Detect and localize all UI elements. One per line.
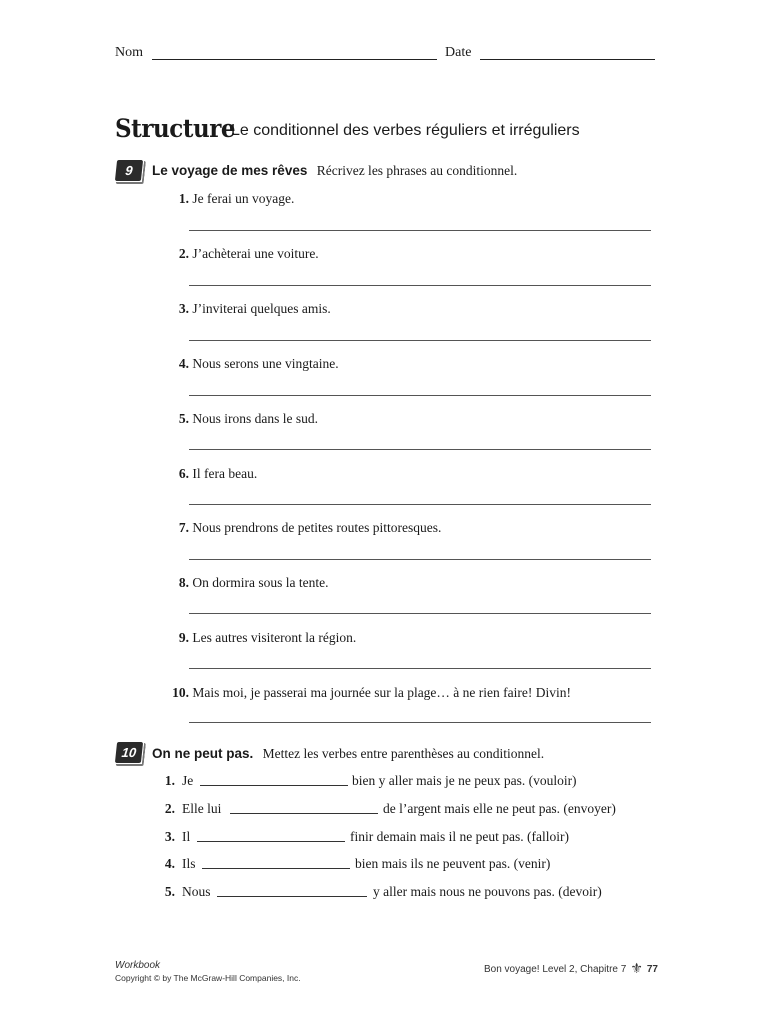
item-number: 5 . (152, 884, 175, 900)
blank-answer[interactable] (217, 884, 367, 897)
answer-line[interactable] (189, 340, 651, 341)
item-number: 4 . (152, 856, 175, 872)
item-sentence: Nous irons dans le sud. (192, 411, 318, 426)
item-sentence: J’inviterai quelques amis. (192, 301, 331, 316)
item-sentence: Il fera beau. (192, 466, 258, 481)
item-subject: Elle lui (182, 801, 222, 816)
blank-answer[interactable] (202, 856, 350, 869)
item-number: 10 . (152, 685, 189, 701)
exercise-title: On ne peut pas. (152, 746, 254, 761)
item-subject: Ils (182, 856, 196, 871)
blank-answer[interactable] (197, 829, 345, 842)
item-sentence: Les autres visiteront la région. (192, 630, 357, 645)
item-continuation: finir demain mais il ne peut pas. (falloir) (350, 829, 569, 844)
section-title (115, 114, 580, 143)
section-label: Structure (115, 114, 236, 143)
item-number: 3 . (152, 829, 175, 845)
blank-answer[interactable] (200, 773, 348, 786)
item-number: 5 . (152, 411, 189, 427)
exercise-title: Le voyage de mes rêves (152, 163, 308, 178)
exercise-instruction: Récrivez les phrases au conditionnel. (316, 163, 518, 178)
exercise-instruction: Mettez les verbes entre parenthèses au conditionnel. (262, 746, 545, 761)
exercise-item (152, 685, 652, 701)
item-sentence: Nous prendrons de petites routes pittoresques. (192, 520, 442, 535)
item-number: 2 . (152, 246, 189, 262)
answer-line[interactable] (189, 449, 651, 450)
answer-line[interactable] (189, 613, 651, 614)
item-subject: Je (182, 773, 194, 788)
exercise-number-badge: 9 (115, 160, 143, 181)
item-sentence: Nous serons une vingtaine. (192, 356, 339, 371)
item-continuation: bien mais ils ne peuvent pas. (venir) (355, 856, 551, 871)
exercise-item (152, 411, 652, 427)
item-continuation: y aller mais nous ne pouvons pas. (devoir) (373, 884, 602, 899)
answer-line[interactable] (189, 395, 651, 396)
copyright-notice: Copyright © by The McGraw-Hill Companies, Inc. (115, 973, 301, 983)
page-number: 77 (646, 964, 658, 975)
item-number: 9 . (152, 630, 189, 646)
answer-line[interactable] (189, 504, 651, 505)
answer-line[interactable] (189, 230, 651, 231)
item-continuation: de l’argent mais elle ne peut pas. (envoyer) (383, 801, 616, 816)
item-number: 4 . (152, 356, 189, 372)
exercise-item (152, 630, 652, 646)
fleur-de-lis-icon: ⚜ (630, 960, 643, 976)
item-number: 1 . (152, 191, 189, 207)
exercise-heading (152, 163, 517, 179)
item-continuation: bien y aller mais je ne peux pas. (vouloir) (352, 773, 577, 788)
exercise-item (152, 575, 652, 591)
blank-answer[interactable] (230, 801, 378, 814)
exercise-item (152, 520, 652, 536)
item-subject: Il (182, 829, 191, 844)
item-number: 3 . (152, 301, 189, 317)
exercise-heading (152, 746, 544, 762)
answer-line[interactable] (189, 668, 651, 669)
section-topic: Le conditionnel des verbes réguliers et irréguliers (231, 122, 580, 139)
item-subject: Nous (182, 884, 211, 899)
book-chapter: Bon voyage! Level 2, Chapitre 7 (483, 964, 627, 975)
exercise-number-badge: 10 (115, 742, 143, 763)
item-number: 1 . (152, 773, 175, 789)
student-info-header (115, 45, 655, 65)
name-field-line[interactable] (152, 59, 437, 60)
exercise-item (152, 356, 652, 372)
item-number: 2 . (152, 801, 175, 817)
date-field-line[interactable] (480, 59, 655, 60)
answer-line[interactable] (189, 285, 651, 286)
exercise-item (152, 246, 652, 262)
exercise-item (152, 301, 652, 317)
answer-line[interactable] (189, 559, 651, 560)
exercise-item (152, 191, 652, 207)
workbook-label: Workbook (115, 960, 161, 971)
footer-page-info (484, 960, 658, 977)
item-sentence: Je ferai un voyage. (192, 191, 295, 206)
item-number: 7 . (152, 520, 189, 536)
item-sentence: On dormira sous la tente. (192, 575, 329, 590)
footer-credits (115, 960, 301, 983)
exercise-item (152, 466, 652, 482)
item-number: 6 . (152, 466, 189, 482)
item-number: 8 . (152, 575, 189, 591)
date-label: Date (445, 45, 472, 60)
item-sentence: Mais moi, je passerai ma journée sur la plage… à ne rien faire! Divin! (192, 685, 571, 700)
answer-line[interactable] (189, 722, 651, 723)
name-label: Nom (115, 45, 143, 60)
item-sentence: J’achèterai une voiture. (192, 246, 319, 261)
